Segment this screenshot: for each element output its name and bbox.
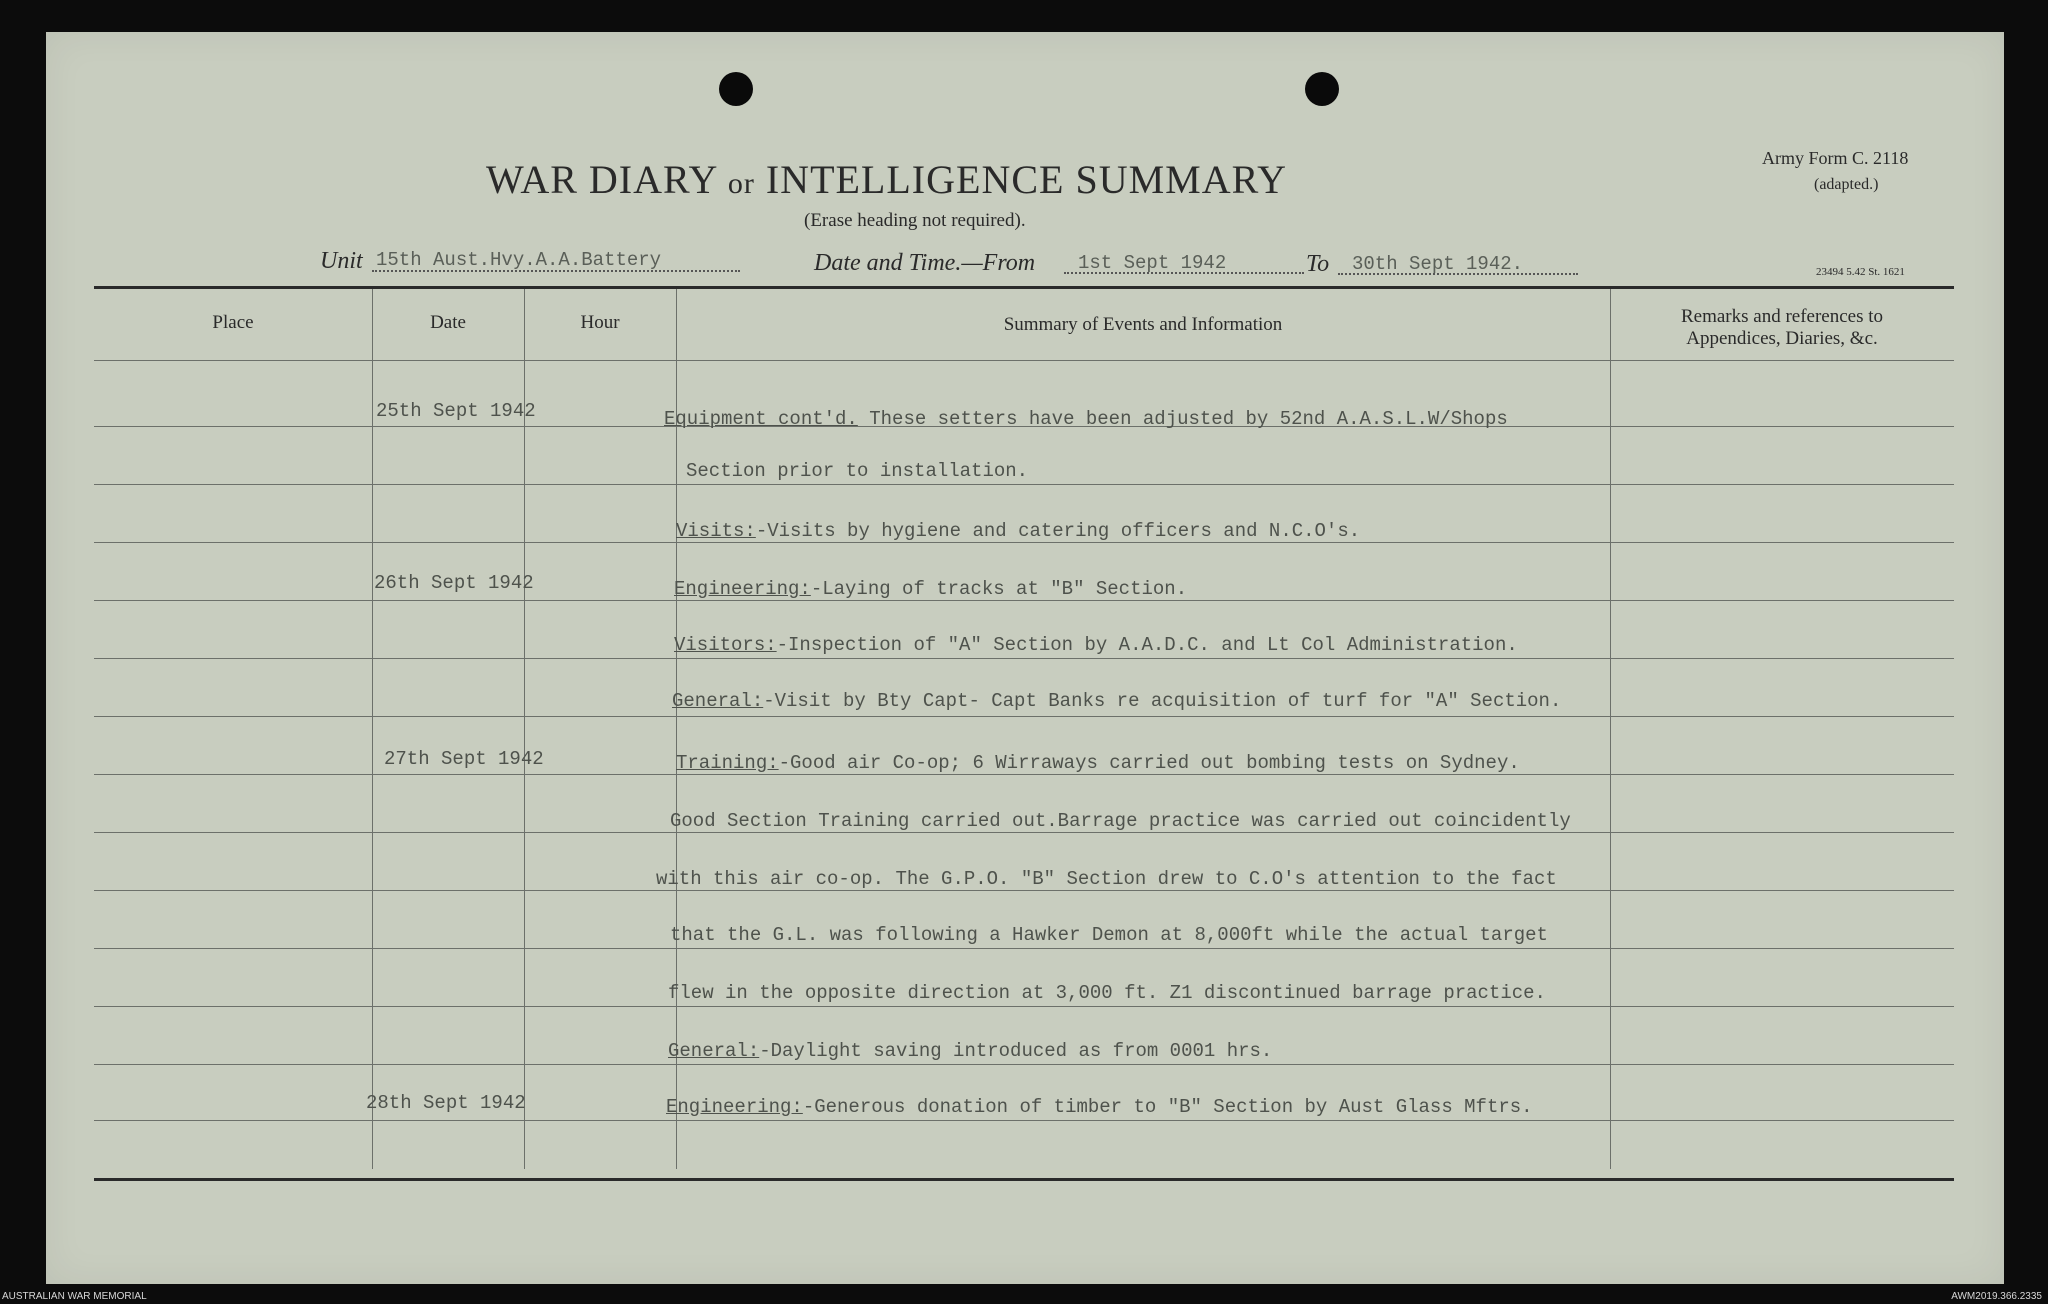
- entry-line: [676, 520, 1360, 542]
- entry-text: Section prior to installation.: [686, 460, 1029, 482]
- entry-text: -Good air Co-op; 6 Wirraways carried out bombing tests on Sydney.: [778, 752, 1520, 774]
- col-head-place: Place: [212, 312, 254, 333]
- table-top-rule: [94, 286, 1954, 289]
- entry-text: -Inspection of "A" Section by A.A.D.C. and Lt Col Administration.: [776, 634, 1518, 656]
- entry-date: 25th Sept 1942: [376, 400, 536, 422]
- to-label: To: [1306, 251, 1330, 277]
- entry-text: that the G.L. was following a Hawker Demon at 8,000ft while the actual target: [670, 924, 1548, 946]
- col-divider-4: [1610, 289, 1611, 1169]
- entry-text: -Visits by hygiene and catering officers and N.C.O's.: [755, 520, 1361, 542]
- entry-line: [676, 752, 1520, 774]
- entry-date: 26th Sept 1942: [374, 572, 534, 594]
- row-rule: [94, 1006, 1954, 1007]
- date-from-dotline: [1064, 272, 1304, 274]
- subtitle: (Erase heading not required).: [804, 210, 1026, 231]
- unit-dotline: [372, 270, 740, 272]
- col-head-summary: Summary of Events and Information: [1003, 314, 1283, 335]
- entry-text: with this air co-op. The G.P.O. "B" Section drew to C.O's attention to the fact: [656, 868, 1557, 890]
- diary-title: [486, 156, 1287, 203]
- row-rule: [94, 832, 1954, 833]
- row-rule: [94, 948, 1954, 949]
- col-divider-1: [372, 289, 373, 1169]
- entry-text: Good Section Training carried out.Barrage practice was carried out coincidently: [670, 810, 1571, 832]
- date-to: 30th Sept 1942.: [1352, 253, 1524, 275]
- col-head-hour: Hour: [580, 312, 620, 333]
- table-bottom-rule: [94, 1178, 1954, 1181]
- row-rule: [94, 360, 1954, 361]
- entry-line: [666, 1096, 1533, 1118]
- row-rule: [94, 774, 1954, 775]
- entry-text: -Laying of tracks at "B" Section.: [810, 578, 1188, 600]
- entry-line: [668, 1040, 1272, 1062]
- row-rule: [94, 600, 1954, 601]
- form-number: Army Form C. 2118: [1762, 148, 1909, 168]
- date-label: Date and Time.—From: [814, 250, 1036, 276]
- row-rule: [94, 716, 1954, 717]
- entry-line: [674, 634, 1518, 656]
- entry-heading: General:: [668, 1040, 760, 1062]
- footer-accession: AWM2019.366.2335: [1951, 1291, 2042, 1302]
- entry-heading: Training:: [676, 752, 779, 774]
- row-rule: [94, 1064, 1954, 1065]
- entry-heading: Engineering:: [674, 578, 811, 600]
- entry-line: [670, 810, 1571, 832]
- row-rule: [94, 890, 1954, 891]
- entry-line: [656, 868, 1557, 890]
- title-tail: INTELLIGENCE SUMMARY: [765, 157, 1287, 202]
- title-main: WAR DIARY: [486, 157, 717, 202]
- entry-heading: Visits:: [676, 520, 756, 542]
- entry-text: flew in the opposite direction at 3,000 ft. Z1 discontinued barrage practice.: [668, 982, 1546, 1004]
- entry-text: These setters have been adjusted by 52nd A.A.S.L.W/Shops: [857, 408, 1508, 430]
- form-adapted: (adapted.): [1814, 176, 1879, 193]
- entry-line: [672, 690, 1561, 712]
- entry-heading: Visitors:: [674, 634, 777, 656]
- entry-line: [670, 924, 1548, 946]
- punch-hole-left: [719, 72, 753, 106]
- col-head-date: Date: [430, 312, 466, 333]
- entry-text: -Generous donation of timber to "B" Section by Aust Glass Mftrs.: [802, 1096, 1533, 1118]
- date-from: 1st Sept 1942: [1078, 252, 1227, 274]
- punch-hole-right: [1305, 72, 1339, 106]
- entry-line: [668, 982, 1546, 1004]
- entry-date: 27th Sept 1942: [384, 748, 544, 770]
- unit-value: 15th Aust.Hvy.A.A.Battery: [376, 249, 662, 271]
- entry-line: [664, 408, 1508, 430]
- date-to-dotline: [1338, 273, 1578, 275]
- form-print-code: 23494 5.42 St. 1621: [1816, 266, 1905, 278]
- row-rule: [94, 484, 1954, 485]
- entry-heading: Equipment cont'd.: [664, 408, 858, 430]
- entry-date: 28th Sept 1942: [366, 1092, 526, 1114]
- entry-text: -Visit by Bty Capt- Capt Banks re acquisition of turf for "A" Section.: [763, 690, 1562, 712]
- entry-text: -Daylight saving introduced as from 0001 hrs.: [759, 1040, 1273, 1062]
- entry-heading: General:: [672, 690, 764, 712]
- col-head-remarks-2: Appendices, Diaries, &c.: [1686, 328, 1878, 349]
- row-rule: [94, 542, 1954, 543]
- col-head-remarks-1: Remarks and references to: [1680, 306, 1884, 327]
- entry-line: [686, 460, 1028, 482]
- row-rule: [94, 658, 1954, 659]
- entry-heading: Engineering:: [666, 1096, 803, 1118]
- unit-label: Unit: [320, 248, 363, 274]
- footer-credit: AUSTRALIAN WAR MEMORIAL: [2, 1291, 147, 1302]
- row-rule: [94, 1120, 1954, 1121]
- entry-line: [674, 578, 1187, 600]
- title-or: or: [727, 167, 755, 200]
